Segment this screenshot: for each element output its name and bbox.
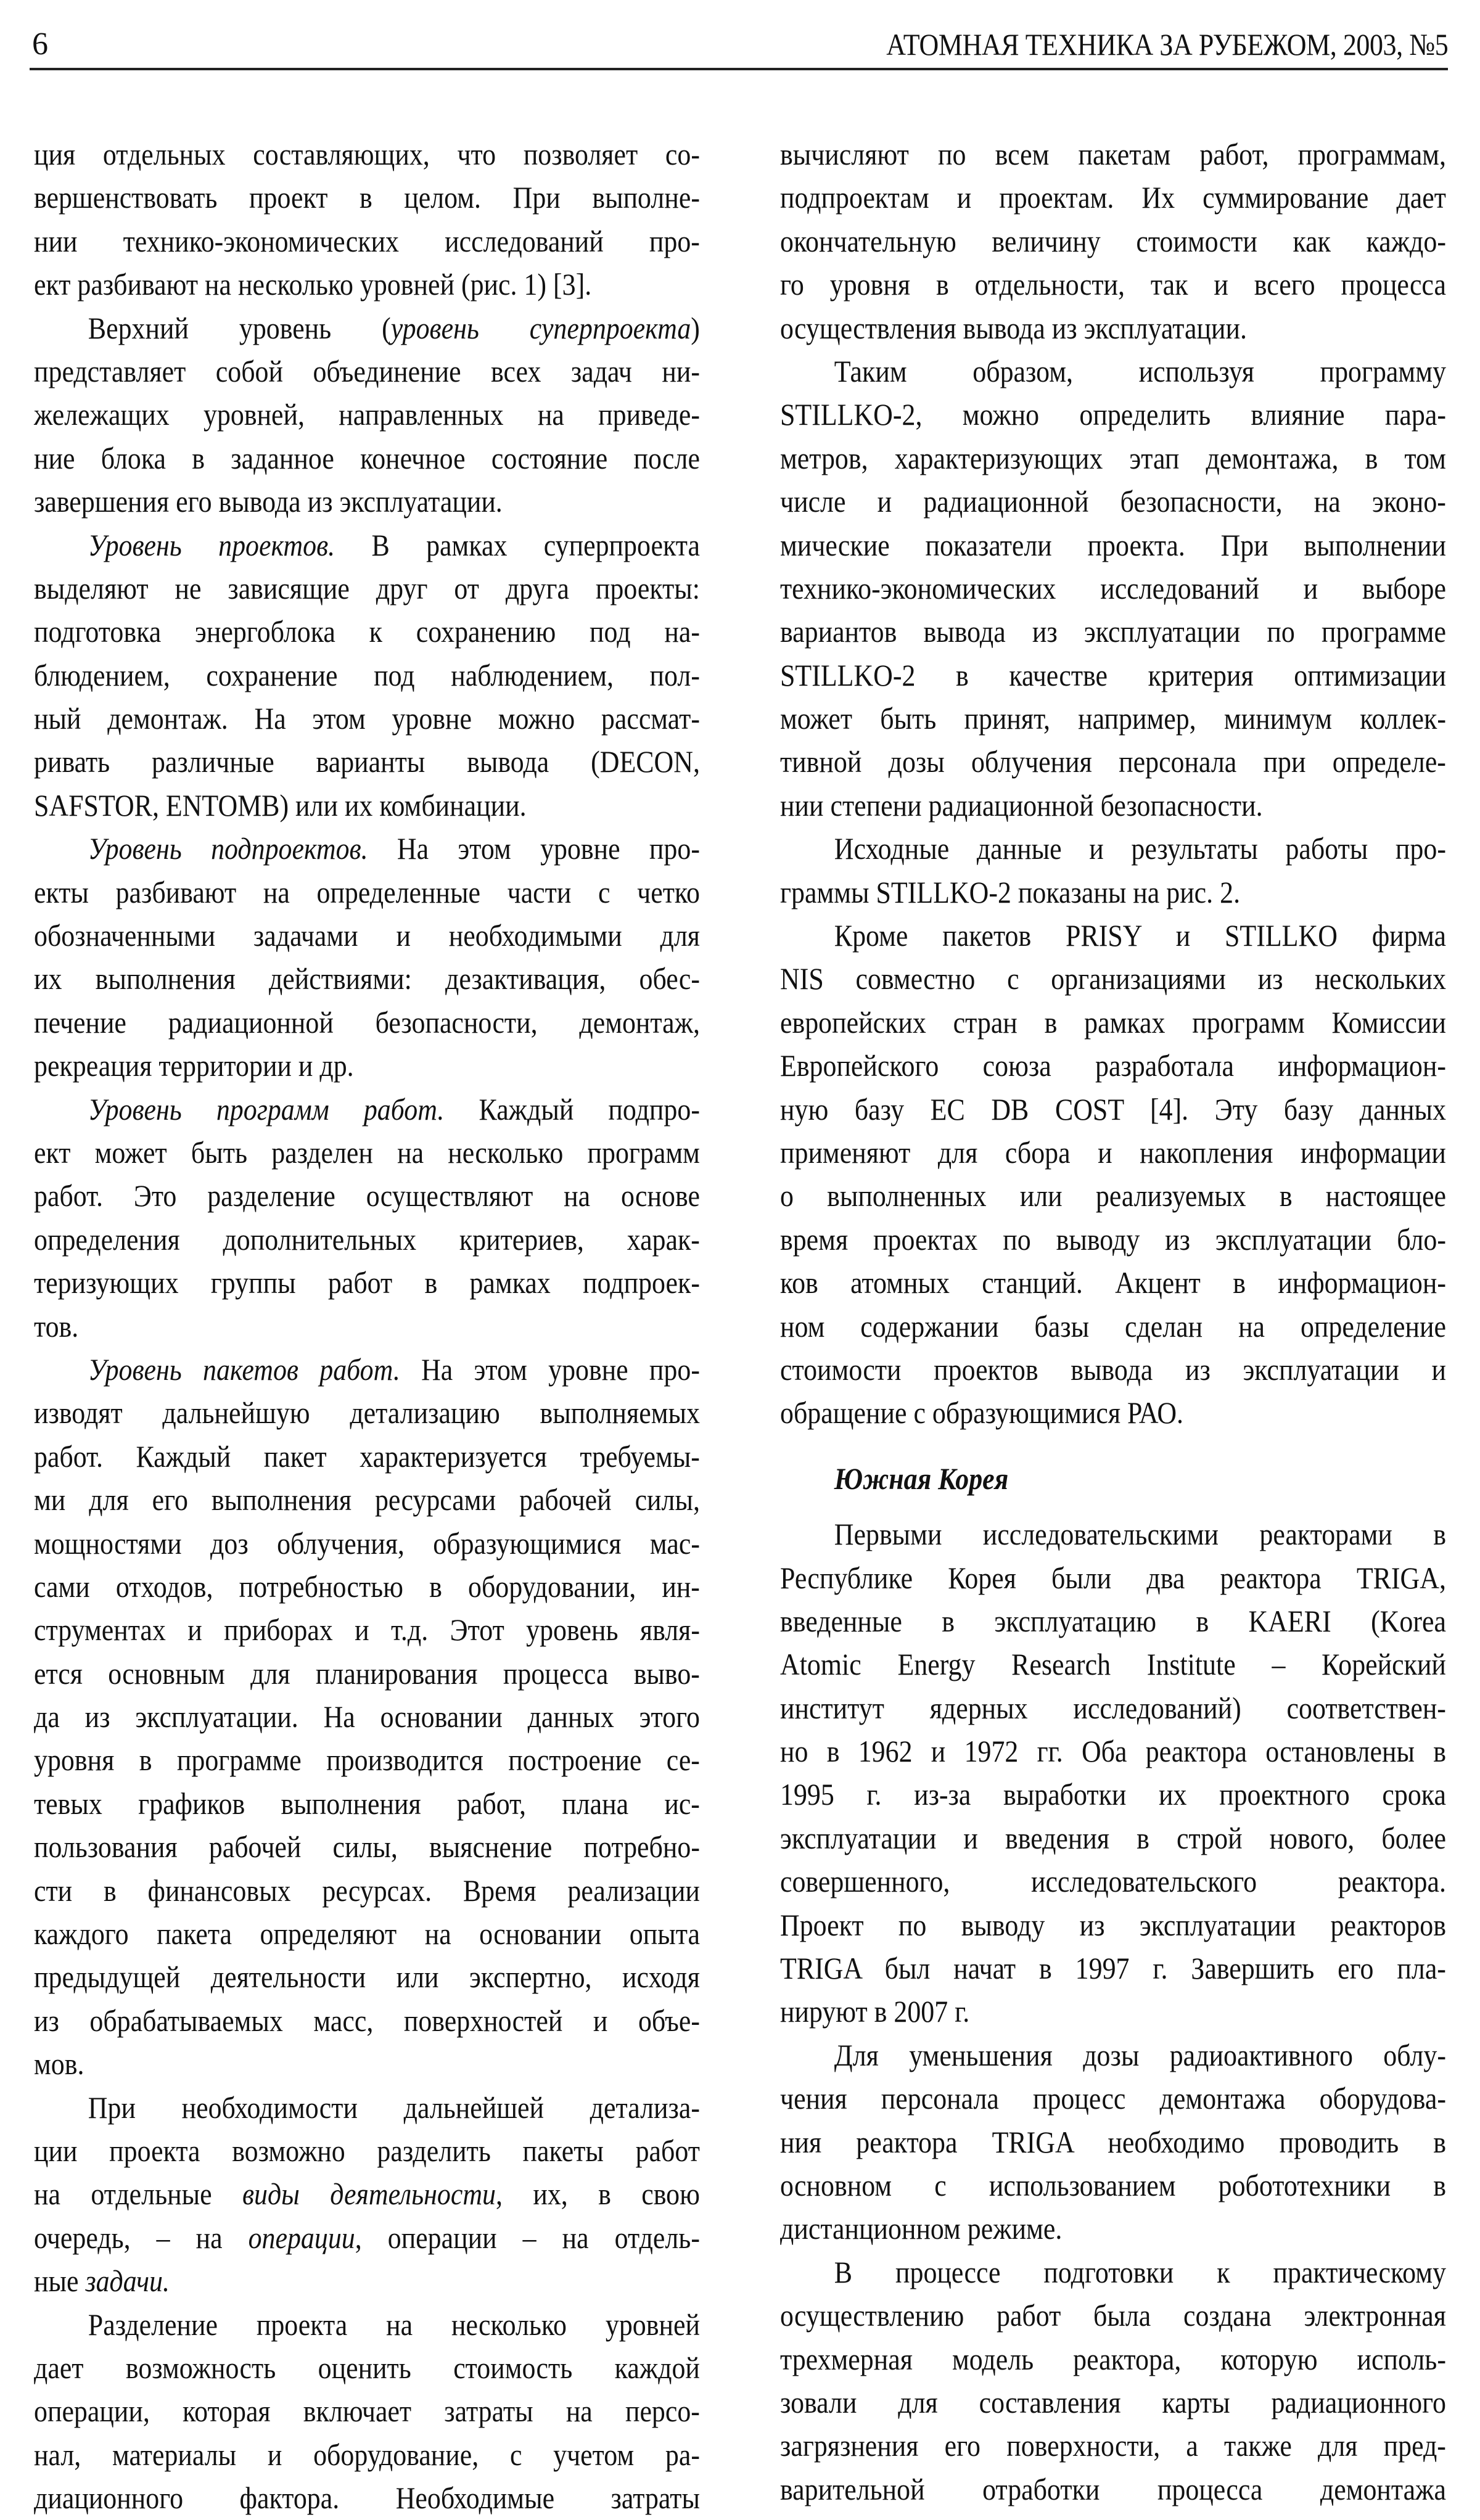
left-column (34, 133, 700, 2519)
text-line: введенные в эксплуатацию в KAERI (Korea (780, 1603, 1446, 1638)
text-line: нал, материалы и оборудование, с учетом ра- (34, 2437, 700, 2472)
header-rule (30, 68, 1448, 70)
text-line: При необходимости дальнейшей детализа- (88, 2090, 700, 2125)
text-line: подпроектам и проектам. Их суммирование дает (780, 180, 1446, 215)
text-line: зовали для составления карты радиационного (780, 2384, 1446, 2419)
text-line: технико-экономических исследований и выборе (780, 570, 1446, 605)
page-number: 6 (32, 27, 48, 62)
text-line: сти в финансовых ресурсах. Время реализации (34, 1873, 700, 1908)
text-line: обращение с образующимися РАО. (780, 1395, 1184, 1430)
text-line: подготовка энергоблока к сохранению под на- (34, 614, 700, 649)
text-line: Уровень программ работ. Каждый подпро- (88, 1091, 700, 1127)
text-line: но в 1962 и 1972 гг. Оба реактора остановлены в (780, 1734, 1446, 1769)
text-line: очередь, – на операции, операции – на отдель- (34, 2220, 700, 2255)
italic-term: уровень суперпроекта (390, 310, 691, 345)
section-spacer (780, 1500, 1446, 1512)
text-line: вычисляют по всем пакетам работ, программам, (780, 137, 1446, 171)
text-line: В процессе подготовки к практическому (834, 2254, 1446, 2289)
text-line: ется основным для планирования процесса выво- (34, 1656, 700, 1691)
text-line: Для уменьшения дозы радиоактивного облу- (834, 2037, 1446, 2072)
text-line: дает возможность оценить стоимость каждой (34, 2350, 700, 2385)
text-line: ция отдельных составляющих, что позволяет со- (34, 137, 700, 171)
text-line: мические показатели проекта. При выполнении (780, 527, 1446, 562)
text-line: Верхний уровень (уровень суперпроекта) (88, 310, 700, 345)
text-line: печение радиационной безопасности, демонтаж, (34, 1004, 700, 1040)
text-line: Кроме пакетов PRISY и STILLKO фирма (834, 918, 1446, 953)
italic-term: Уровень подпроектов. (88, 831, 368, 866)
italic-term: виды деятельности (242, 2177, 496, 2212)
text-line: TRIGA был начат в 1997 г. Завершить его пла- (780, 1951, 1446, 1986)
text-line: метров, характеризующих этап демонтажа, в том (780, 440, 1446, 475)
italic-term: Уровень пакетов работ. (88, 1352, 400, 1387)
text-line: может быть принят, например, минимум коллек- (780, 701, 1446, 736)
text-line: европейских стран в рамках программ Комиссии (780, 1004, 1446, 1040)
text-line: выделяют не зависящие друг от друга проекты: (34, 570, 700, 605)
text-line: ные задачи. (34, 2263, 170, 2299)
text-line: изводят дальнейшую детализацию выполняемых (34, 1395, 700, 1430)
text-line: осуществления вывода из эксплуатации. (780, 310, 1247, 345)
text-line: представляет собой объединение всех задач ни- (34, 353, 700, 388)
text-line: операции, которая включает затраты на персо- (34, 2394, 700, 2429)
italic-term: Уровень проектов. (88, 527, 335, 562)
text-line: вершенствовать проект в целом. При выполне- (34, 180, 700, 215)
text-line: основном с использованием робототехники в (780, 2167, 1446, 2202)
text-line: работ. Это разделение осуществляют на основе (34, 1178, 700, 1213)
text-line: Европейского союза разработала информацион- (780, 1048, 1446, 1083)
text-line: тевых графиков выполнения работ, плана ис- (34, 1786, 700, 1821)
text-line: чения персонала процесс демонтажа оборудова- (780, 2081, 1446, 2116)
text-line: эксплуатации и введения в строй нового, более (780, 1820, 1446, 1855)
text-line: нии технико-экономических исследований про- (34, 223, 700, 258)
text-line: STILLKO-2, можно определить влияние пара- (780, 397, 1446, 432)
text-line: числе и радиационной безопасности, на эконо- (780, 484, 1446, 519)
text-line: ния реактора TRIGA необходимо проводить в (780, 2124, 1446, 2159)
text-line: завершения его вывода из эксплуатации. (34, 484, 503, 519)
text-line: мощностями доз облучения, образующимися мас- (34, 1525, 700, 1561)
text-line: мов. (34, 2046, 84, 2082)
text-line: Таким образом, используя программу (834, 353, 1446, 388)
text-line: Первыми исследовательскими реакторами в (834, 1517, 1446, 1552)
italic-term: задачи. (85, 2263, 170, 2299)
text-line: ном содержании базы сделан на определение (780, 1308, 1446, 1344)
text-line: обозначенными задачами и необходимыми для (34, 918, 700, 953)
text-line: ние блока в заданное конечное состояние после (34, 440, 700, 475)
text-line: STILLKO-2 в качестве критерия оптимизации (780, 657, 1446, 692)
text-line: уровня в программе производится построение се- (34, 1742, 700, 1778)
text-line: да из эксплуатации. На основании данных этого (34, 1699, 700, 1734)
text-line: тивной дозы облучения персонала при определе- (780, 744, 1446, 779)
text-line: Atomic Energy Research Institute – Корейский (780, 1647, 1446, 1682)
right-column (780, 133, 1446, 2511)
text-line: ми для его выполнения ресурсами рабочей силы, (34, 1482, 700, 1517)
text-line: екты разбивают на определенные части с четко (34, 874, 700, 909)
text-line: стоимости проектов вывода из эксплуатации и (780, 1352, 1446, 1387)
text-line: институт ядерных исследований) соответствен- (780, 1690, 1446, 1725)
text-line: жележащих уровней, направленных на приведе- (34, 397, 700, 432)
text-line: Республике Корея были два реактора TRIGA, (780, 1560, 1446, 1595)
text-line: работ. Каждый пакет характеризуется требуемы- (34, 1439, 700, 1474)
text-line: Исходные данные и результаты работы про- (834, 831, 1446, 866)
italic-term: операции (248, 2220, 355, 2255)
text-line: предыдущей деятельности или экспертно, исходя (34, 1960, 700, 1995)
text-line: ект может быть разделен на несколько программ (34, 1135, 700, 1170)
text-line: ривать различные варианты вывода (DECON, (34, 744, 700, 779)
text-line: струментах и приборах и т.д. Этот уровень явля- (34, 1612, 700, 1648)
text-line: Проект по выводу из эксплуатации реакторов (780, 1907, 1446, 1942)
text-line: их выполнения действиями: дезактивация, обес- (34, 961, 700, 996)
running-header-title: АТОМНАЯ ТЕХНИКА ЗА РУБЕЖОМ, 2003, №5 (886, 27, 1448, 62)
text-line: NIS совместно с организациями из нескольких (780, 961, 1446, 996)
text-line: на отдельные виды деятельности, их, в свою (34, 2177, 700, 2212)
text-line: Уровень проектов. В рамках суперпроекта (88, 527, 700, 562)
text-line: из обрабатываемых масс, поверхностей и объе- (34, 2003, 700, 2038)
text-line: ект разбивают на несколько уровней (рис. 1) [3]. (34, 267, 592, 302)
text-line: окончательную величину стоимости как каждо- (780, 223, 1446, 258)
text-line: рекреация территории и др. (34, 1048, 354, 1083)
text-line: загрязнения его поверхности, а также для пред- (780, 2428, 1446, 2463)
text-line: пользования рабочей силы, выяснение потребно- (34, 1829, 700, 1865)
text-line: Разделение проекта на несколько уровней (88, 2307, 700, 2342)
text-line: каждого пакета определяют на основании опыта (34, 1916, 700, 1952)
text-line: ную базу EC DB COST [4]. Эту базу данных (780, 1091, 1446, 1127)
text-line: Уровень пакетов работ. На этом уровне про- (88, 1352, 700, 1387)
text-line: 1995 г. из-за выработки их проектного срока (780, 1777, 1446, 1812)
text-line: трехмерная модель реактора, которую исполь- (780, 2341, 1446, 2376)
text-line: граммы STILLKO-2 показаны на рис. 2. (780, 874, 1241, 909)
text-line: ции проекта возможно разделить пакеты работ (34, 2133, 700, 2168)
section-heading: Южная Корея (834, 1461, 1009, 1496)
text-line: время проектах по выводу из эксплуатации бло- (780, 1221, 1446, 1257)
italic-term: Уровень программ работ. (88, 1091, 445, 1127)
section-spacer (780, 1435, 1446, 1457)
text-line: SAFSTOR, ENTOMB) или их комбинации. (34, 787, 527, 823)
text-line: варительной отработки процесса демонтажа (780, 2471, 1446, 2506)
text-line: ный демонтаж. На этом уровне можно рассмат- (34, 701, 700, 736)
text-line: сами отходов, потребностью в оборудовании, ин- (34, 1569, 700, 1604)
text-line: дистанционном режиме. (780, 2211, 1063, 2246)
text-line: нируют в 2007 г. (780, 1994, 970, 2029)
text-line: совершенного, исследовательского реактора. (780, 1864, 1446, 1899)
text-line: нии степени радиационной безопасности. (780, 787, 1263, 823)
text-line: ков атомных станций. Акцент в информацион- (780, 1265, 1446, 1300)
text-line: осуществлению работ была создана электронная (780, 2298, 1446, 2333)
text-line: о выполненных или реализуемых в настоящее (780, 1178, 1446, 1213)
text-line: определения дополнительных критериев, харак- (34, 1221, 700, 1257)
text-line: вариантов вывода из эксплуатации по программе (780, 614, 1446, 649)
text-line: Уровень подпроектов. На этом уровне про- (88, 831, 700, 866)
text-line: теризующих группы работ в рамках подпроек- (34, 1265, 700, 1300)
text-line: го уровня в отдельности, так и всего процесса (780, 267, 1446, 302)
text-line: диационного фактора. Необходимые затраты (34, 2481, 700, 2516)
text-line: блюдением, сохранение под наблюдением, пол- (34, 657, 700, 692)
text-line: тов. (34, 1308, 79, 1344)
text-line: применяют для сбора и накопления информации (780, 1135, 1446, 1170)
